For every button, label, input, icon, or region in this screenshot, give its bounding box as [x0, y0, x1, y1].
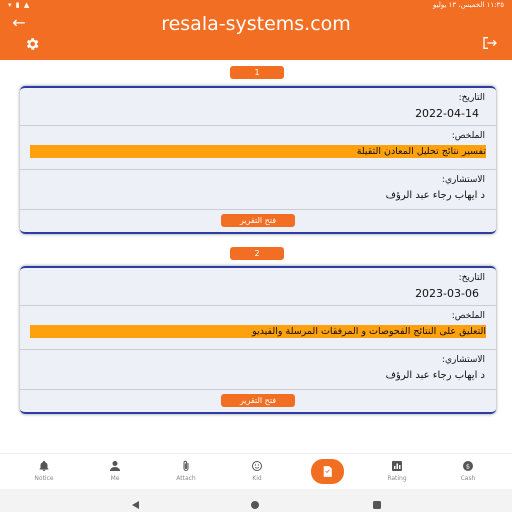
arrow-left-icon[interactable]: ←	[12, 13, 26, 32]
summary-label: الملخص:	[451, 311, 485, 321]
bell-icon	[38, 460, 50, 472]
document-icon	[321, 465, 334, 478]
bottom-navigation	[0, 453, 512, 489]
svg-text:$: $	[465, 462, 471, 471]
recents-square-icon[interactable]	[372, 495, 382, 512]
consultant-row	[20, 170, 496, 210]
consultant-label: الاستشاري:	[441, 355, 485, 365]
nav-label: Me	[110, 475, 120, 482]
report-card	[20, 266, 496, 414]
action-row	[20, 210, 496, 232]
app-bar	[0, 12, 512, 60]
nav-label: Cash	[460, 475, 476, 482]
gear-icon[interactable]	[24, 36, 40, 52]
nav-item-cash[interactable]	[448, 460, 488, 482]
nav-label: Rating	[387, 475, 407, 482]
nav-item-kid[interactable]	[237, 460, 277, 482]
summary-row	[20, 126, 496, 170]
consultant-name: د ايهاب رجاء عبد الرؤف	[385, 370, 485, 381]
logout-icon[interactable]	[482, 36, 498, 50]
status-bar	[0, 0, 512, 12]
nav-item-rating[interactable]	[377, 460, 417, 482]
system-status-icons: ▾ ▮ ▲	[8, 1, 31, 9]
open-report-button[interactable]: فتح التقرير	[221, 394, 295, 407]
report-date: 2022-04-14	[415, 107, 479, 120]
back-triangle-icon[interactable]	[130, 495, 140, 512]
consultant-row	[20, 350, 496, 390]
face-icon	[251, 460, 263, 472]
person-icon	[109, 460, 121, 472]
report-card	[20, 86, 496, 234]
nav-item-reports[interactable]	[311, 459, 344, 484]
nav-label: Notice	[34, 475, 54, 482]
system-navigation-bar	[0, 489, 512, 512]
open-report-button[interactable]: فتح التقرير	[221, 214, 295, 227]
dollar-icon	[462, 460, 474, 472]
action-row	[20, 390, 496, 412]
nav-label: Attach	[176, 475, 196, 482]
paperclip-icon	[180, 460, 192, 472]
summary-label: الملخص:	[451, 131, 485, 141]
report-index-badge: 1	[230, 66, 284, 79]
date-row	[20, 268, 496, 306]
consultant-name: د ايهاب رجاء عبد الرؤف	[385, 190, 485, 201]
report-summary: تفسير نتائج تحليل المعادن الثقيلة	[30, 145, 486, 158]
bar-chart-icon	[391, 460, 403, 472]
app-title: resala-systems.com	[161, 13, 351, 35]
nav-label: Kid	[252, 475, 262, 482]
date-label: التاريخ:	[458, 273, 485, 283]
report-date: 2023-03-06	[415, 287, 479, 300]
report-index-badge: 2	[230, 247, 284, 260]
consultant-label: الاستشاري:	[441, 175, 485, 185]
date-row	[20, 88, 496, 126]
nav-item-me[interactable]	[95, 460, 135, 482]
home-circle-icon[interactable]	[250, 495, 260, 512]
status-time: ١١:٣٥ الخميس، ١٣ يوليو	[433, 1, 504, 9]
nav-item-attach[interactable]	[166, 460, 206, 482]
nav-item-notice[interactable]	[24, 460, 64, 482]
summary-row	[20, 306, 496, 350]
date-label: التاريخ:	[458, 93, 485, 103]
report-summary: التعليق على النتائج الفحوصات و المرفقات المرسلة والفيديو	[30, 325, 486, 338]
